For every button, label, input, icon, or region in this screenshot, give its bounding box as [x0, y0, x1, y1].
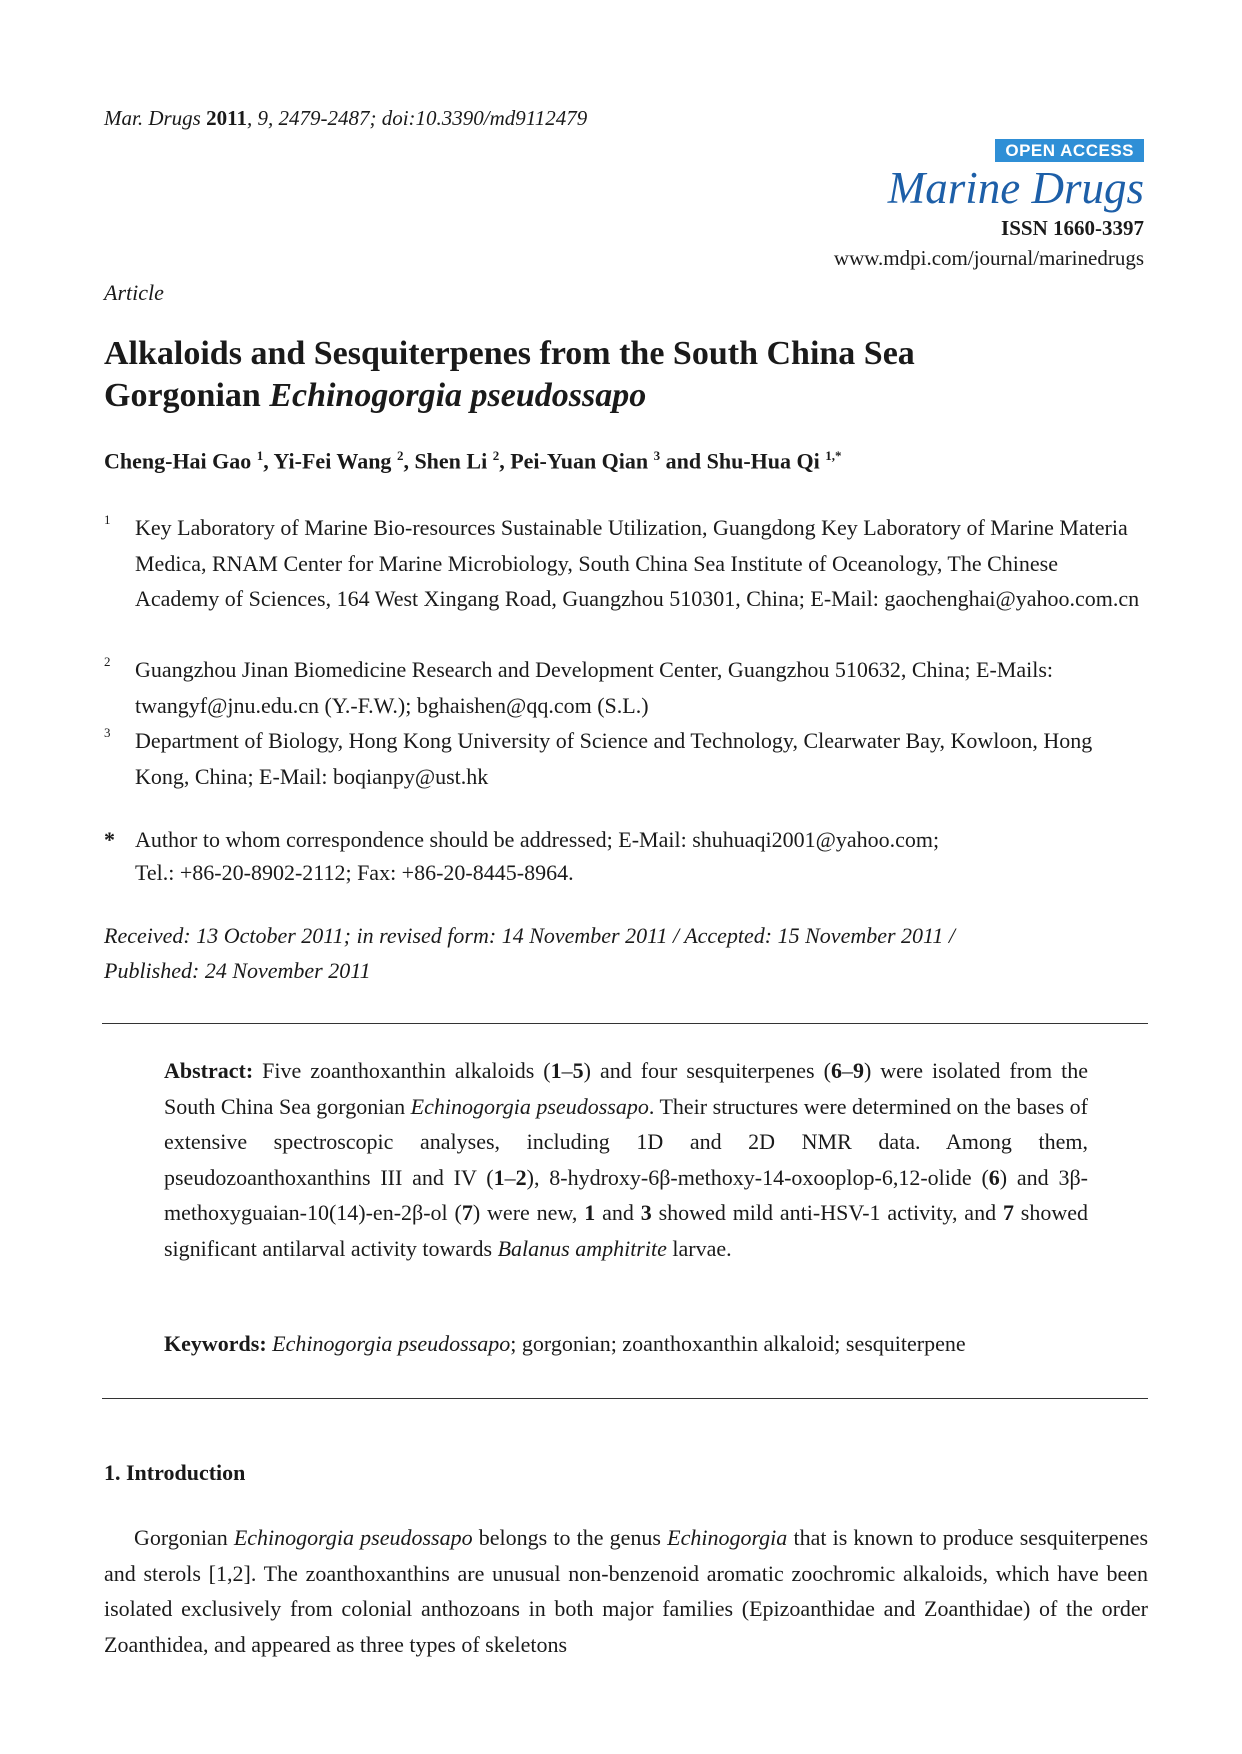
- correspondence-note: [104, 823, 1144, 889]
- abstract-text: ) and 3β-methoxyguaian-10(14)-en-2β-ol (: [164, 1164, 1088, 1226]
- body-text: Gorgonian: [134, 1525, 234, 1550]
- compound-number: 9: [852, 1058, 864, 1083]
- abstract-label: Abstract:: [164, 1058, 254, 1083]
- author: Shen Li: [414, 448, 488, 474]
- abstract-text: –: [841, 1058, 853, 1083]
- compound-number: 3: [640, 1200, 652, 1226]
- keyword-list: ; gorgonian; zoanthoxanthin alkaloid; sesquiterpene: [510, 1331, 966, 1356]
- journal-url[interactable]: www.mdpi.com/journal/marinedrugs: [833, 246, 1144, 270]
- section-heading: 1. Introduction: [104, 1460, 246, 1485]
- correspondence-line-2: Tel.: +86-20-8902-2112; Fax: +86-20-8445-8964.: [135, 860, 574, 885]
- publication-dates: [104, 918, 1154, 988]
- dates-line-2: Published: 24 November 2011: [104, 958, 371, 983]
- journal-name: Marine Drugs: [887, 163, 1144, 213]
- abstract-text: and: [595, 1200, 641, 1226]
- author-affiliation-mark: 2: [396, 448, 404, 463]
- open-access-badge: OPEN ACCESS: [995, 139, 1144, 162]
- author-affiliation-mark: 2: [492, 448, 500, 463]
- compound-number: 5: [572, 1058, 584, 1083]
- abstract-text: showed mild anti-HSV-1 activity, and: [651, 1200, 1003, 1226]
- abstract-text: . Their structures were determined on the bases of extensive spectroscopic analyses, including 1D and 2D NMR data. Among them, pseudozoanthoxanthins III and IV (: [164, 1093, 1089, 1190]
- citation-pages-doi: , 2479-2487; doi:10.3390/md9112479: [267, 106, 588, 130]
- affiliation-text: Guangzhou Jinan Biomedicine Research and Development Center, Guangzhou 510632, China; E-Mails: twangyf@jnu.edu.cn (Y.-F.W.); bghaishen@qq.com (S.L.): [135, 657, 1054, 718]
- body-text: that is known to produce sesquiterpenes and sterols [1,2]. The zoanthoxanthins are unusual non-benzenoid aromatic zoochromic alkaloids, which have been isolated exclusively from colonial anthozoans in both major families (Epizoanthidae and Zoanthidae) of the order Zoanthidea, and appeared as three types of skeletons: [104, 1525, 1149, 1657]
- introduction-paragraph: [104, 1520, 1148, 1662]
- citation-year: 2011: [206, 106, 247, 130]
- citation-journal: Mar. Drugs: [104, 106, 201, 130]
- divider: [102, 1023, 1148, 1024]
- body-text: belongs to the genus: [472, 1525, 668, 1550]
- correspondence-marker: *: [104, 827, 115, 852]
- author: Shu-Hua Qi: [706, 448, 820, 474]
- dates-line-1: Received: 13 October 2011; in revised form: 14 November 2011 / Accepted: 15 November 2011 /: [104, 923, 956, 948]
- abstract-text: ) and four sesquiterpenes (: [583, 1058, 831, 1083]
- compound-number: 6: [830, 1058, 842, 1083]
- correspondence-line-1: Author to whom correspondence should be addressed; E-Mail: shuhuaqi2001@yahoo.com;: [135, 827, 940, 852]
- abstract-text: showed significant antilarval activity towards: [164, 1200, 1089, 1261]
- compound-number: 1: [493, 1164, 505, 1190]
- paper-title: [104, 333, 1144, 417]
- affiliation-number: 2: [104, 654, 111, 669]
- abstract-text: ), 8-hydroxy-6β-methoxy-14-oxooplop-6,12-olide (: [526, 1164, 989, 1190]
- title-species: Echinogorgia pseudossapo: [269, 377, 647, 414]
- author-separator: ,: [263, 448, 274, 474]
- author-affiliation-mark: 1,*: [825, 448, 842, 463]
- compound-number: 6: [988, 1164, 1000, 1190]
- author-separator: and: [660, 448, 707, 474]
- species-name: Balanus amphitrite: [497, 1235, 667, 1261]
- affiliation-text: Key Laboratory of Marine Bio-resources Sustainable Utilization, Guangdong Key Laboratory of Marine Materia Medica, RNAM Center for Marine Microbiology, South China Sea Institute of Oceanology, The Chinese Academy of Sciences, 164 West Xingang Road, Guangzhou 510301, China; E-Mail: gaochenghai@yahoo.com.cn: [135, 515, 1140, 611]
- affiliation: [104, 510, 1144, 617]
- affiliation: [104, 652, 1144, 723]
- issn: ISSN 1660-3397: [1001, 216, 1144, 240]
- compound-number: 7: [461, 1200, 473, 1226]
- abstract-text: ) were isolated from the South China Sea gorgonian: [164, 1058, 1089, 1119]
- keywords: [164, 1331, 1088, 1357]
- compound-number: 7: [1002, 1200, 1014, 1226]
- affiliation-number: 1: [104, 512, 111, 527]
- author: Yi-Fei Wang: [273, 448, 392, 474]
- genus-name: Echinogorgia: [667, 1525, 788, 1550]
- author-list: [104, 448, 842, 474]
- species-name: Echinogorgia pseudossapo: [233, 1525, 473, 1550]
- article-type: Article: [104, 280, 164, 305]
- abstract-text: –: [504, 1164, 516, 1190]
- compound-number: 2: [515, 1164, 527, 1190]
- author: Pei-Yuan Qian: [510, 448, 649, 474]
- species-name: Echinogorgia pseudossapo: [410, 1093, 649, 1119]
- citation-line: Mar. Drugs 2011, 9, 2479-2487; doi:10.3390/md9112479: [104, 106, 588, 130]
- abstract: [164, 1053, 1088, 1267]
- author-separator: ,: [403, 448, 415, 474]
- divider: [102, 1398, 1148, 1399]
- abstract-text: Five zoanthoxanthin alkaloids (: [253, 1058, 551, 1083]
- citation-volume: 9: [257, 106, 268, 130]
- title-line-2: Gorgonian: [104, 377, 270, 414]
- compound-number: 1: [584, 1200, 596, 1226]
- keywords-label: Keywords:: [164, 1331, 267, 1356]
- affiliation-text: Department of Biology, Hong Kong University of Science and Technology, Clearwater Bay, Kowloon, Hong Kong, China; E-Mail: boqianpy@ust.hk: [135, 728, 1093, 789]
- keyword-species: Echinogorgia pseudossapo: [266, 1331, 511, 1356]
- abstract-text: –: [561, 1058, 573, 1083]
- affiliation: [104, 723, 1144, 794]
- author: Cheng-Hai Gao: [104, 448, 252, 474]
- affiliation-number: 3: [104, 725, 111, 740]
- author-separator: ,: [499, 448, 511, 474]
- title-line-1: Alkaloids and Sesquiterpenes from the South China Sea: [104, 335, 915, 372]
- author-affiliation-mark: 3: [653, 448, 661, 463]
- compound-number: 1: [550, 1058, 562, 1083]
- abstract-text: ) were new,: [472, 1200, 585, 1226]
- abstract-text: larvae.: [666, 1235, 732, 1261]
- author-affiliation-mark: 1: [256, 448, 264, 463]
